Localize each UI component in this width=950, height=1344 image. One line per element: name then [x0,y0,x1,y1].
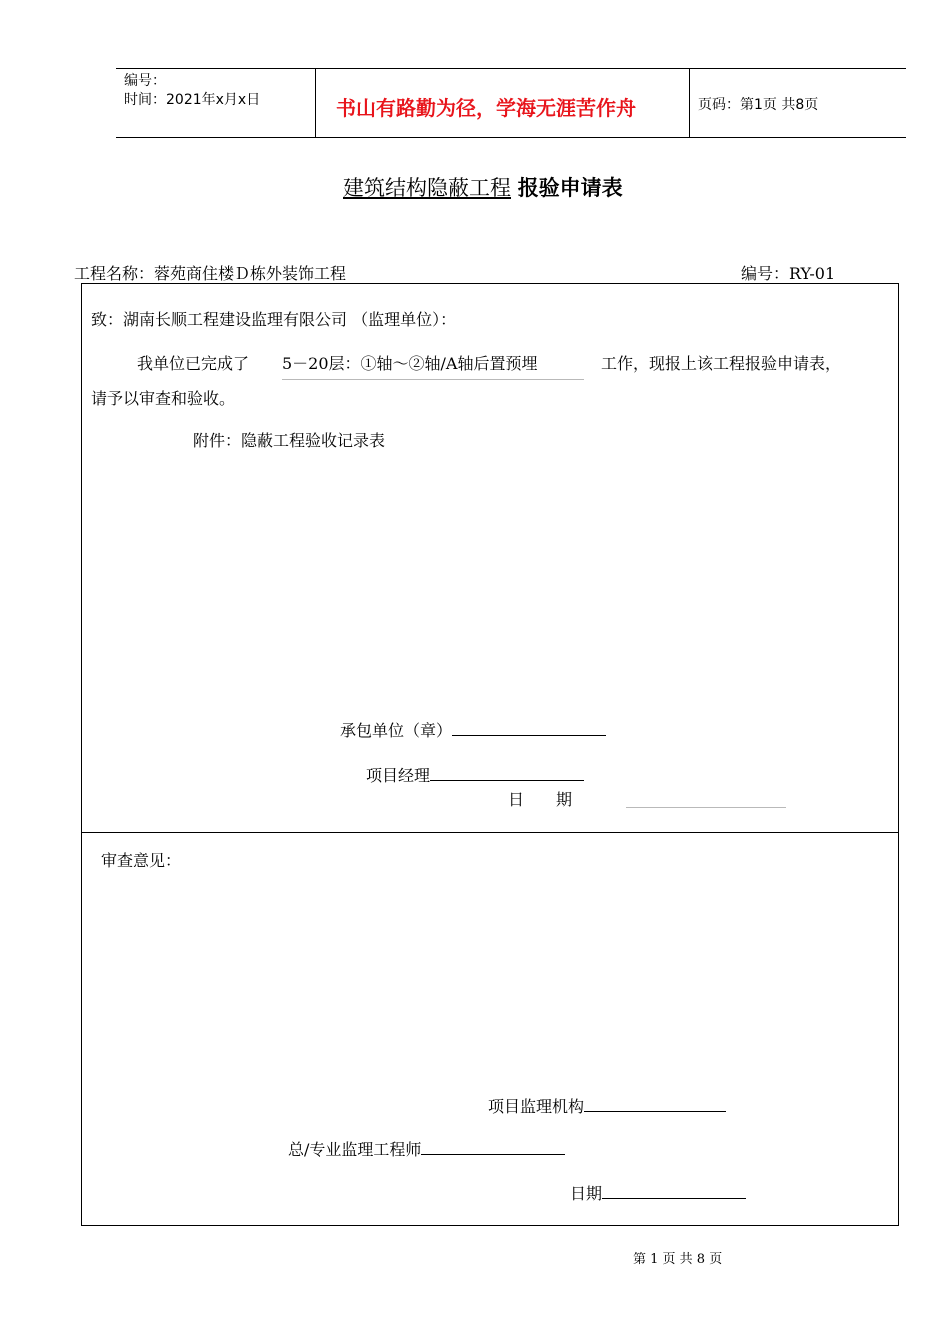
attachment-line: 附件：隐蔽工程验收记录表 [193,431,386,450]
addressee-line: 致：湖南长顺工程建设监理有限公司 （监理单位）： [91,310,457,329]
title-part-1: 建筑结构隐蔽工程 [343,176,511,200]
review-opinion-label: 审查意见： [101,851,182,870]
engineer-signature-field[interactable] [421,1140,565,1155]
review-date-field[interactable] [602,1184,746,1199]
completion-work-item: 5－20层：①轴～②轴/A轴后置预埋 [282,354,538,373]
header-motto: 书山有路勤为径，学海无涯苦作舟 [336,96,636,120]
contractor-label: 承包单位（章） [340,721,453,740]
page-footer: 第 1 页 共 8 页 [633,1252,723,1267]
application-date-label: 日 期 [508,790,573,809]
form-section-divider [82,832,898,833]
title-part-2: 报验申请表 [517,176,623,200]
completion-prefix: 我单位已完成了 [137,354,250,373]
header-number-label: 编号： [124,73,166,89]
manager-signature-field[interactable] [430,766,584,781]
application-form [81,283,899,1226]
supervision-org-signature-field[interactable] [584,1097,726,1112]
review-date-row [570,1181,746,1204]
application-date-field[interactable] [626,807,786,808]
document-title [343,172,623,202]
project-name-label: 工程名称：蓉苑商住楼Ｄ栋外装饰工程 [74,264,347,283]
completion-suffix: 工作，现报上该工程报验申请表， [601,354,842,373]
review-date-label: 日期 [570,1184,603,1203]
header-time-label: 时间：2021年x月x日 [124,92,261,108]
supervision-org-row [488,1094,726,1117]
work-item-underline [282,379,584,380]
contractor-signature-field[interactable] [452,721,606,736]
engineer-label: 总/专业监理工程师 [288,1140,422,1159]
supervision-org-label: 项目监理机构 [488,1097,585,1116]
engineer-signature-row [288,1137,565,1160]
manager-label: 项目经理 [366,766,431,785]
review-request-line: 请予以审查和验收。 [91,389,236,408]
header-divider [315,69,316,137]
contractor-signature-row [340,718,606,741]
manager-signature-row [366,763,584,786]
header-divider [689,69,690,137]
header-page-label: 页码：第1页 共8页 [698,97,819,113]
project-number-label: 编号：RY-01 [741,264,836,283]
